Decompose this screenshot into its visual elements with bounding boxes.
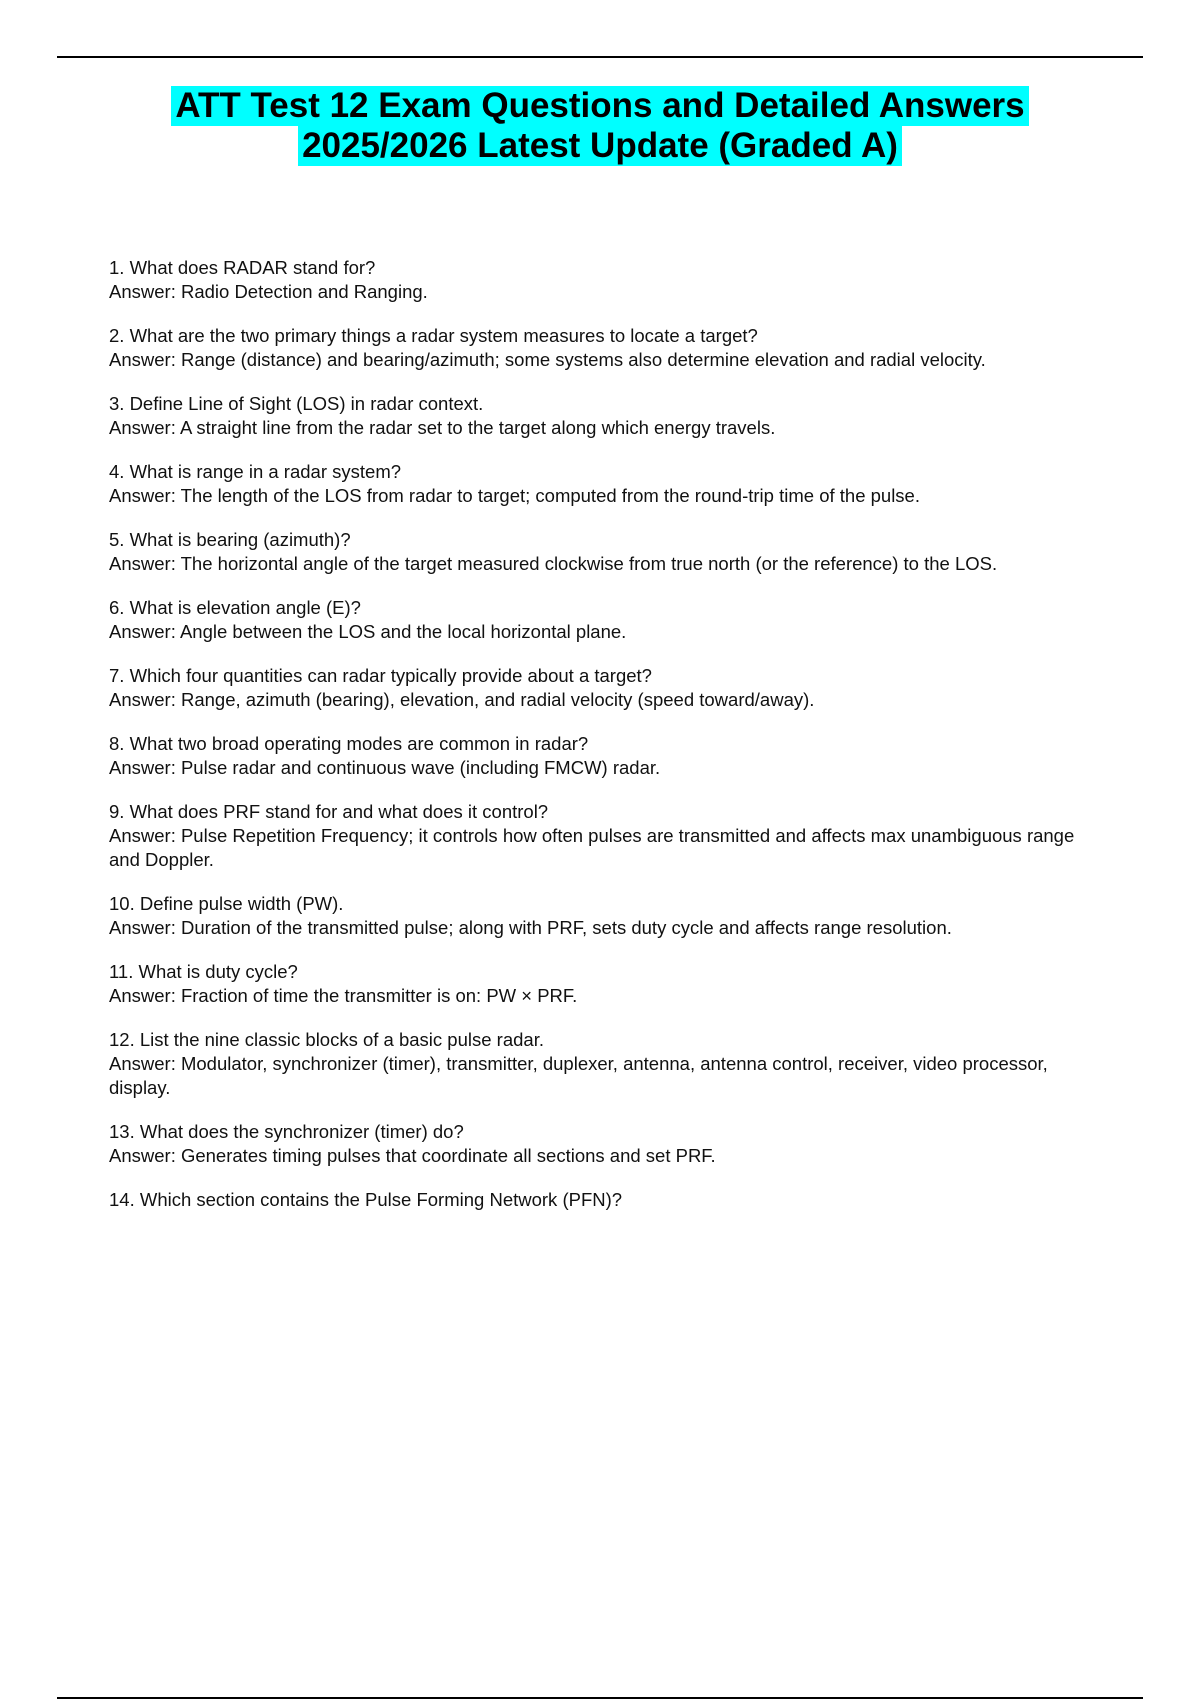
answer-text: Answer: Range, azimuth (bearing), elevation, and radial velocity (speed toward/away). [109, 689, 815, 710]
answer-text: Answer: Modulator, synchronizer (timer), transmitter, duplexer, antenna, antenna control, receiver, video processor, display. [109, 1053, 1048, 1098]
answer-text: Answer: Duration of the transmitted pulse; along with PRF, sets duty cycle and affects range resolution. [109, 917, 952, 938]
qa-item-7 [109, 664, 1109, 712]
qa-item-14 [109, 1188, 1109, 1212]
answer-text: Answer: Generates timing pulses that coordinate all sections and set PRF. [109, 1145, 716, 1166]
bottom-rule [57, 1697, 1143, 1699]
answer-text: Answer: Fraction of time the transmitter is on: PW × PRF. [109, 985, 578, 1006]
answer-text: Answer: A straight line from the radar set to the target along which energy travels. [109, 417, 776, 438]
qa-item-3 [109, 392, 1109, 440]
question-text: 3. Define Line of Sight (LOS) in radar context. [109, 393, 484, 414]
qa-item-12 [109, 1028, 1109, 1100]
question-text: 4. What is range in a radar system? [109, 461, 402, 482]
answer-text: Answer: Angle between the LOS and the local horizontal plane. [109, 621, 627, 642]
answer-text: Answer: Radio Detection and Ranging. [109, 281, 428, 302]
question-text: 7. Which four quantities can radar typically provide about a target? [109, 665, 652, 686]
answer-text: Answer: Range (distance) and bearing/azimuth; some systems also determine elevation and radial velocity. [109, 349, 986, 370]
qa-item-11 [109, 960, 1109, 1008]
qa-item-13 [109, 1120, 1109, 1168]
question-text: 12. List the nine classic blocks of a basic pulse radar. [109, 1029, 544, 1050]
qa-item-10 [109, 892, 1109, 940]
qa-list [109, 256, 1109, 1232]
answer-text: Answer: The horizontal angle of the target measured clockwise from true north (or the reference) to the LOS. [109, 553, 998, 574]
qa-item-1 [109, 256, 1109, 304]
question-text: 8. What two broad operating modes are common in radar? [109, 733, 589, 754]
qa-item-5 [109, 528, 1109, 576]
question-text: 5. What is bearing (azimuth)? [109, 529, 351, 550]
qa-item-4 [109, 460, 1109, 508]
question-text: 11. What is duty cycle? [109, 961, 298, 982]
question-text: 9. What does PRF stand for and what does it control? [109, 801, 549, 822]
document-title [60, 86, 1140, 166]
title-line-2: 2025/2026 Latest Update (Graded A) [298, 126, 902, 166]
answer-text: Answer: Pulse Repetition Frequency; it controls how often pulses are transmitted and affects max unambiguous range and Doppler. [109, 825, 1075, 870]
question-text: 2. What are the two primary things a radar system measures to locate a target? [109, 325, 758, 346]
answer-text: Answer: The length of the LOS from radar to target; computed from the round-trip time of the pulse. [109, 485, 920, 506]
qa-item-6 [109, 596, 1109, 644]
answer-text: Answer: Pulse radar and continuous wave (including FMCW) radar. [109, 757, 661, 778]
question-text: 13. What does the synchronizer (timer) do? [109, 1121, 464, 1142]
question-text: 1. What does RADAR stand for? [109, 257, 376, 278]
qa-item-8 [109, 732, 1109, 780]
qa-item-9 [109, 800, 1109, 872]
question-text: 14. Which section contains the Pulse Forming Network (PFN)? [109, 1189, 623, 1210]
question-text: 6. What is elevation angle (E)? [109, 597, 361, 618]
top-rule [57, 56, 1143, 58]
qa-item-2 [109, 324, 1109, 372]
title-line-1: ATT Test 12 Exam Questions and Detailed Answers [171, 86, 1028, 126]
question-text: 10. Define pulse width (PW). [109, 893, 344, 914]
